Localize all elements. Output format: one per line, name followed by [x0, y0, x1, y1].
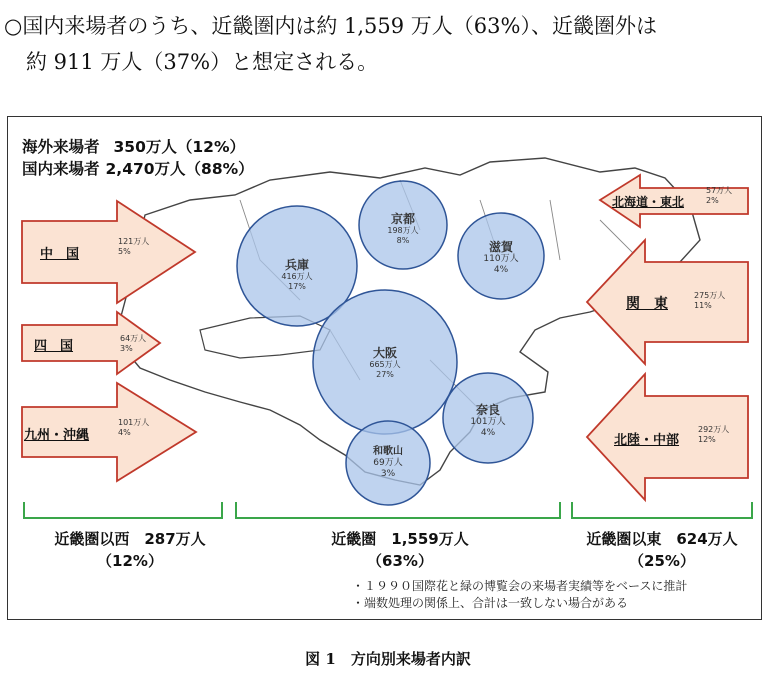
arrow-kanto-pct: 11% [694, 301, 712, 310]
circle-hyogo-pct: 17% [288, 282, 306, 291]
region-east [562, 528, 762, 572]
region-kinki [300, 528, 500, 572]
circle-wakayama-name: 和歌山 [373, 446, 403, 457]
arrow-hokkaido-name: 北海道・東北 [612, 195, 685, 209]
region-west [30, 528, 230, 572]
overseas-value: 350万人（12%） [113, 138, 245, 156]
arrow-hokkaido-count: 57万人 [706, 186, 733, 195]
arrow-chugoku-name: 中 国 [40, 247, 80, 262]
circle-wakayama-pct: 3% [380, 469, 396, 479]
arrow-hokuriku-value [698, 425, 729, 445]
intro-line-1: ○国内来場者のうち、近畿圏内は約 1,559 万人（63%）、近畿圏外は [4, 14, 657, 38]
arrow-kyushu-value [118, 418, 149, 438]
region-west-label: 近畿圏以西 287万人 [54, 530, 206, 548]
circle-osaka-pct: 27% [376, 370, 394, 379]
arrow-chugoku-count: 121万人 [118, 237, 150, 246]
region-east-pct: （25%） [629, 552, 695, 570]
arrow-chugoku-pct: 5% [118, 247, 131, 256]
circle-hyogo-value: 416万人 [281, 272, 313, 281]
arrow-chugoku-value [118, 237, 149, 257]
circle-osaka-value: 665万人 [369, 360, 401, 369]
circle-nara-value: 101万人 [470, 417, 506, 427]
figure-caption: 図 1 方向別来場者内訳 [305, 650, 471, 668]
footnote-1: ・１９９０国際花と緑の博覧会の来場者実績等をベースに推計 [352, 579, 688, 593]
overseas-label: 海外来場者 [22, 138, 100, 156]
circle-wakayama-label [353, 446, 423, 480]
visitor-summary [22, 136, 254, 180]
circle-kyoto-pct: 8% [396, 236, 410, 245]
circle-nara-label [453, 403, 523, 439]
circle-wakayama-value: 69万人 [373, 458, 403, 468]
intro-line-2: 約 911 万人（37%）と想定される。 [26, 50, 379, 74]
circle-shiga-name: 滋賀 [488, 240, 513, 254]
arrow-hokuriku-count: 292万人 [698, 425, 730, 434]
domestic-label: 国内来場者 [22, 160, 100, 178]
arrow-kyushu-pct: 4% [118, 428, 131, 437]
arrow-hokuriku-pct: 12% [698, 435, 716, 444]
circle-shiga-label [466, 240, 536, 276]
circle-nara-pct: 4% [480, 428, 496, 438]
arrow-hokuriku-name: 北陸・中部 [614, 433, 680, 448]
arrow-kyushu-count: 101万人 [118, 418, 150, 427]
domestic-value: 2,470万人（88%） [105, 160, 254, 178]
arrow-kyushu-name: 九州・沖縄 [24, 428, 90, 443]
footnote-2: ・端数処理の関係上、合計は一致しない場合がある [352, 596, 629, 610]
bracket-east [572, 502, 752, 518]
domestic-row [22, 158, 254, 180]
circle-shiga-value: 110万人 [483, 254, 519, 264]
circle-osaka-label [350, 346, 420, 380]
circle-shiga-pct: 4% [493, 265, 509, 275]
arrow-kanto-name: 関 東 [626, 296, 668, 312]
overseas-row [22, 136, 254, 158]
region-east-label: 近畿圏以東 624万人 [586, 530, 738, 548]
circle-kyoto-value: 198万人 [387, 226, 419, 235]
east-arrows [587, 175, 748, 500]
arrow-shikoku-pct: 3% [120, 344, 133, 353]
arrow-shikoku-name: 四 国 [34, 339, 74, 354]
region-west-pct: （12%） [97, 552, 163, 570]
circle-kyoto-label [368, 212, 438, 246]
arrow-hokkaido-value [706, 186, 732, 206]
region-kinki-pct: （63%） [367, 552, 433, 570]
region-kinki-label: 近畿圏 1,559万人 [331, 530, 469, 548]
bracket-west [24, 502, 222, 518]
arrow-shikoku-count: 64万人 [120, 334, 147, 343]
arrow-hokkaido-pct: 2% [706, 196, 719, 205]
circle-osaka-name: 大阪 [372, 346, 397, 360]
arrow-shikoku-value [120, 334, 146, 354]
footnotes [352, 578, 687, 612]
circle-hyogo-name: 兵庫 [284, 258, 309, 272]
circle-nara-name: 奈良 [475, 403, 500, 417]
circle-hyogo-label [262, 258, 332, 292]
arrow-kanto-value [694, 291, 725, 311]
circle-kyoto-name: 京都 [390, 212, 415, 226]
arrow-kanto-count: 275万人 [694, 291, 726, 300]
